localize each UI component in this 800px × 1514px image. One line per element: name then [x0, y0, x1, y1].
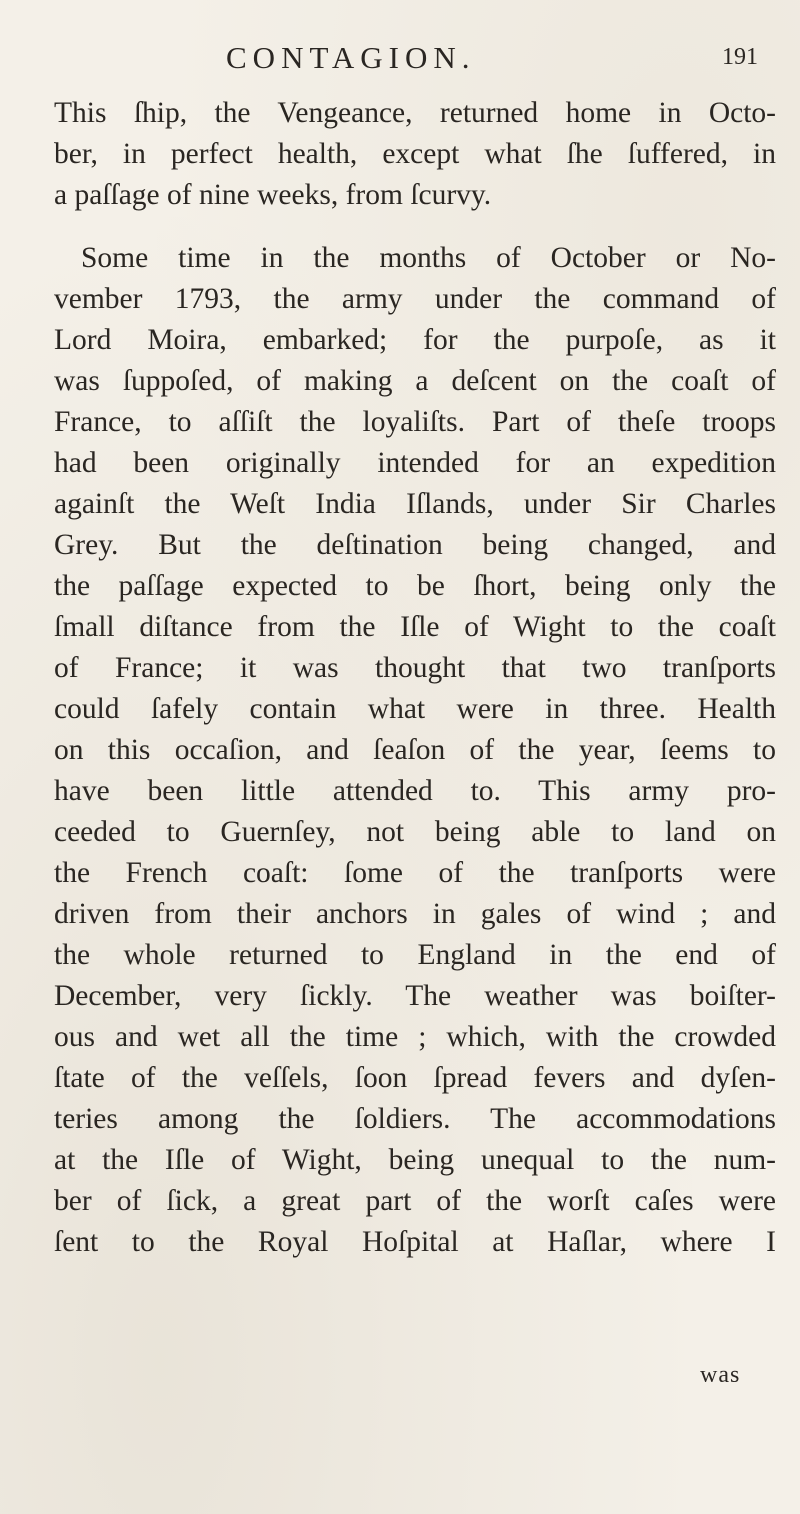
text-line: at the Iſle of Wight, being unequal to the num-: [54, 1144, 776, 1176]
text-line: againſt the Weſt India Iſlands, under Sir Charles: [54, 488, 776, 520]
catchword: was: [700, 1362, 741, 1388]
text-line: of France; it was thought that two tranſports: [54, 652, 776, 684]
text-line: ceeded to Guernſey, not being able to land on: [54, 816, 776, 848]
text-line: ber of ſick, a great part of the worſt caſes were: [54, 1185, 776, 1217]
paragraph-2: [54, 238, 776, 1263]
text-line: the whole returned to England in the end of: [54, 939, 776, 971]
text-line: ous and wet all the time ; which, with the crowded: [54, 1021, 776, 1053]
text-line: could ſafely contain what were in three. Health: [54, 693, 776, 725]
text-line: on this occaſion, and ſeaſon of the year, ſeems to: [54, 734, 776, 766]
text-line: December, very ſickly. The weather was boiſter-: [54, 980, 776, 1012]
text-line: the French coaſt: ſome of the tranſports were: [54, 857, 776, 889]
running-head: CONTAGION.: [226, 40, 476, 75]
paragraph-1: [54, 93, 776, 216]
text-line: was ſuppoſed, of making a deſcent on the coaſt of: [54, 365, 776, 397]
text-line: had been originally intended for an expedition: [54, 447, 776, 479]
text-line: vember 1793, the army under the command of: [54, 283, 776, 315]
text-line: driven from their anchors in gales of wind ; and: [54, 898, 776, 930]
text-line: ſmall diſtance from the Iſle of Wight to the coaſt: [54, 611, 776, 643]
text-line: a paſſage of nine weeks, from ſcurvy.: [54, 179, 492, 211]
text-line: ſtate of the veſſels, ſoon ſpread fevers and dyſen-: [54, 1062, 776, 1094]
text-line: Grey. But the deſtination being changed, and: [54, 529, 776, 561]
body-text: [54, 93, 776, 1263]
text-line: Lord Moira, embarked; for the purpoſe, as it: [54, 324, 776, 356]
page-number: 191: [722, 44, 758, 70]
paragraph-spacer: [54, 216, 776, 238]
text-line: teries among the ſoldiers. The accommodations: [54, 1103, 776, 1135]
text-line: have been little attended to. This army pro-: [54, 775, 776, 807]
text-line: France, to aſſiſt the loyaliſts. Part of theſe troops: [54, 406, 776, 438]
page-header: [0, 40, 800, 84]
text-line: Some time in the months of October or No-: [81, 242, 776, 274]
text-line: the paſſage expected to be ſhort, being only the: [54, 570, 776, 602]
text-line: This ſhip, the Vengeance, returned home in Octo-: [54, 97, 776, 129]
text-line: ber, in perfect health, except what ſhe ſuffered, in: [54, 138, 776, 170]
text-line: ſent to the Royal Hoſpital at Haſlar, where I: [54, 1226, 776, 1258]
